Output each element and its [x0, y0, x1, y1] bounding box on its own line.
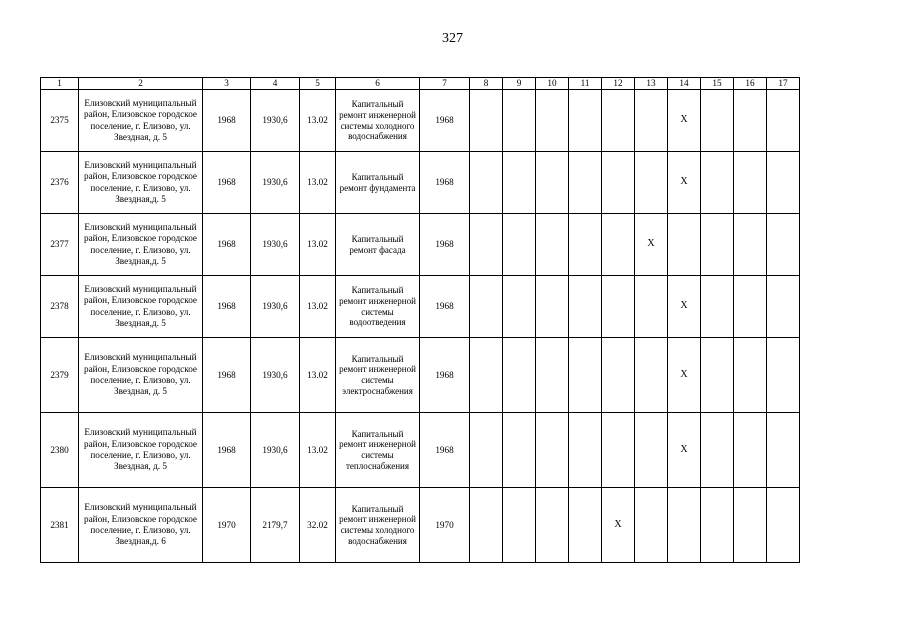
column-number: 11 [569, 78, 602, 90]
mark-cell-col-16 [734, 338, 767, 413]
mark-cell-col-13 [635, 413, 668, 488]
mark-cell-col-8 [470, 276, 503, 338]
mark-cell-col-11 [569, 90, 602, 152]
area-cell: 1930,6 [251, 214, 300, 276]
mark-cell-col-9 [503, 90, 536, 152]
mark-cell-col-12 [602, 152, 635, 214]
mark-cell-col-15 [701, 338, 734, 413]
year-cell: 1970 [203, 488, 251, 563]
address-cell: Елизовский муниципальный район, Елизовское городское поселение, г. Елизово, ул. Звездная, д. 5 [79, 413, 203, 488]
table-row [41, 90, 800, 152]
column-number: 17 [767, 78, 800, 90]
code-cell: 13.02 [300, 152, 336, 214]
year-planned-cell: 1968 [420, 413, 470, 488]
mark-cell-col-9 [503, 413, 536, 488]
column-number: 4 [251, 78, 300, 90]
mark-cell-col-11 [569, 152, 602, 214]
year-planned-cell: 1968 [420, 338, 470, 413]
column-number: 2 [79, 78, 203, 90]
row-number-cell: 2376 [41, 152, 79, 214]
mark-cell-col-15 [701, 488, 734, 563]
table-row [41, 488, 800, 563]
code-cell: 13.02 [300, 90, 336, 152]
register-body [41, 78, 800, 563]
code-cell: 13.02 [300, 214, 336, 276]
mark-cell-col-17 [767, 413, 800, 488]
mark-cell-col-17 [767, 214, 800, 276]
table-row [41, 338, 800, 413]
table-row [41, 152, 800, 214]
mark-cell-col-15 [701, 90, 734, 152]
year-planned-cell: 1968 [420, 276, 470, 338]
mark-cell-col-15 [701, 276, 734, 338]
mark-cell-col-13: X [635, 214, 668, 276]
area-cell: 1930,6 [251, 338, 300, 413]
year-cell: 1968 [203, 152, 251, 214]
column-number: 7 [420, 78, 470, 90]
column-number: 1 [41, 78, 79, 90]
mark-cell-col-14: X [668, 338, 701, 413]
mark-cell-col-8 [470, 90, 503, 152]
mark-cell-col-16 [734, 488, 767, 563]
mark-cell-col-8 [470, 488, 503, 563]
row-number-cell: 2381 [41, 488, 79, 563]
mark-cell-col-16 [734, 413, 767, 488]
year-planned-cell: 1968 [420, 90, 470, 152]
mark-cell-col-9 [503, 214, 536, 276]
mark-cell-col-16 [734, 276, 767, 338]
mark-cell-col-14: X [668, 152, 701, 214]
mark-cell-col-12 [602, 214, 635, 276]
row-number-cell: 2375 [41, 90, 79, 152]
mark-cell-col-11 [569, 413, 602, 488]
row-number-cell: 2378 [41, 276, 79, 338]
mark-cell-col-11 [569, 488, 602, 563]
table-row [41, 214, 800, 276]
mark-cell-col-12: X [602, 488, 635, 563]
mark-cell-col-9 [503, 152, 536, 214]
mark-cell-col-9 [503, 488, 536, 563]
mark-cell-col-13 [635, 152, 668, 214]
area-cell: 2179,7 [251, 488, 300, 563]
mark-cell-col-15 [701, 214, 734, 276]
mark-cell-col-10 [536, 488, 569, 563]
work-type-cell: Капитальный ремонт инженерной системы холодного водоснабжения [336, 488, 420, 563]
work-type-cell: Капитальный ремонт фасада [336, 214, 420, 276]
mark-cell-col-14: X [668, 413, 701, 488]
mark-cell-col-15 [701, 152, 734, 214]
work-type-cell: Капитальный ремонт инженерной системы холодного водоснабжения [336, 90, 420, 152]
mark-cell-col-14 [668, 488, 701, 563]
mark-cell-col-13 [635, 488, 668, 563]
address-cell: Елизовский муниципальный район, Елизовское городское поселение, г. Елизово, ул. Звездная,д. 6 [79, 488, 203, 563]
mark-cell-col-16 [734, 152, 767, 214]
page-number: 327 [442, 31, 463, 46]
mark-cell-col-12 [602, 413, 635, 488]
mark-cell-col-10 [536, 413, 569, 488]
mark-cell-col-10 [536, 90, 569, 152]
mark-cell-col-14 [668, 214, 701, 276]
mark-cell-col-9 [503, 338, 536, 413]
mark-cell-col-13 [635, 276, 668, 338]
column-number-row [41, 78, 800, 90]
year-cell: 1968 [203, 413, 251, 488]
mark-cell-col-9 [503, 276, 536, 338]
register-table [40, 77, 800, 563]
column-number: 6 [336, 78, 420, 90]
mark-cell-col-10 [536, 276, 569, 338]
table-row [41, 276, 800, 338]
area-cell: 1930,6 [251, 90, 300, 152]
mark-cell-col-10 [536, 338, 569, 413]
mark-cell-col-11 [569, 214, 602, 276]
column-number: 5 [300, 78, 336, 90]
address-cell: Елизовский муниципальный район, Елизовское городское поселение, г. Елизово, ул. Звездная,д. 5 [79, 276, 203, 338]
column-number: 12 [602, 78, 635, 90]
mark-cell-col-17 [767, 152, 800, 214]
mark-cell-col-17 [767, 488, 800, 563]
mark-cell-col-14: X [668, 276, 701, 338]
mark-cell-col-8 [470, 152, 503, 214]
year-cell: 1968 [203, 90, 251, 152]
mark-cell-col-13 [635, 90, 668, 152]
year-planned-cell: 1968 [420, 152, 470, 214]
mark-cell-col-17 [767, 276, 800, 338]
address-cell: Елизовский муниципальный район, Елизовское городское поселение, г. Елизово, ул. Звездная,д. 5 [79, 152, 203, 214]
mark-cell-col-8 [470, 338, 503, 413]
mark-cell-col-12 [602, 338, 635, 413]
area-cell: 1930,6 [251, 152, 300, 214]
mark-cell-col-11 [569, 338, 602, 413]
mark-cell-col-15 [701, 413, 734, 488]
mark-cell-col-12 [602, 90, 635, 152]
mark-cell-col-13 [635, 338, 668, 413]
mark-cell-col-16 [734, 214, 767, 276]
mark-cell-col-14: X [668, 90, 701, 152]
work-type-cell: Капитальный ремонт инженерной системы электроснабжения [336, 338, 420, 413]
work-type-cell: Капитальный ремонт инженерной системы теплоснабжения [336, 413, 420, 488]
column-number: 15 [701, 78, 734, 90]
table-row [41, 413, 800, 488]
column-number: 9 [503, 78, 536, 90]
address-cell: Елизовский муниципальный район, Елизовское городское поселение, г. Елизово, ул. Звездная, д. 5 [79, 90, 203, 152]
year-cell: 1968 [203, 276, 251, 338]
code-cell: 13.02 [300, 413, 336, 488]
mark-cell-col-11 [569, 276, 602, 338]
code-cell: 13.02 [300, 338, 336, 413]
year-cell: 1968 [203, 214, 251, 276]
address-cell: Елизовский муниципальный район, Елизовское городское поселение, г. Елизово, ул. Звездная,д. 5 [79, 214, 203, 276]
mark-cell-col-10 [536, 214, 569, 276]
year-cell: 1968 [203, 338, 251, 413]
column-number: 10 [536, 78, 569, 90]
mark-cell-col-8 [470, 413, 503, 488]
work-type-cell: Капитальный ремонт инженерной системы водоотведения [336, 276, 420, 338]
mark-cell-col-8 [470, 214, 503, 276]
mark-cell-col-16 [734, 90, 767, 152]
address-cell: Елизовский муниципальный район, Елизовское городское поселение, г. Елизово, ул. Звездная, д. 5 [79, 338, 203, 413]
row-number-cell: 2380 [41, 413, 79, 488]
row-number-cell: 2379 [41, 338, 79, 413]
area-cell: 1930,6 [251, 276, 300, 338]
work-type-cell: Капитальный ремонт фундамента [336, 152, 420, 214]
area-cell: 1930,6 [251, 413, 300, 488]
column-number: 14 [668, 78, 701, 90]
code-cell: 32.02 [300, 488, 336, 563]
column-number: 8 [470, 78, 503, 90]
mark-cell-col-17 [767, 90, 800, 152]
column-number: 3 [203, 78, 251, 90]
mark-cell-col-10 [536, 152, 569, 214]
year-planned-cell: 1968 [420, 214, 470, 276]
year-planned-cell: 1970 [420, 488, 470, 563]
column-number: 16 [734, 78, 767, 90]
mark-cell-col-12 [602, 276, 635, 338]
row-number-cell: 2377 [41, 214, 79, 276]
column-number: 13 [635, 78, 668, 90]
code-cell: 13.02 [300, 276, 336, 338]
mark-cell-col-17 [767, 338, 800, 413]
